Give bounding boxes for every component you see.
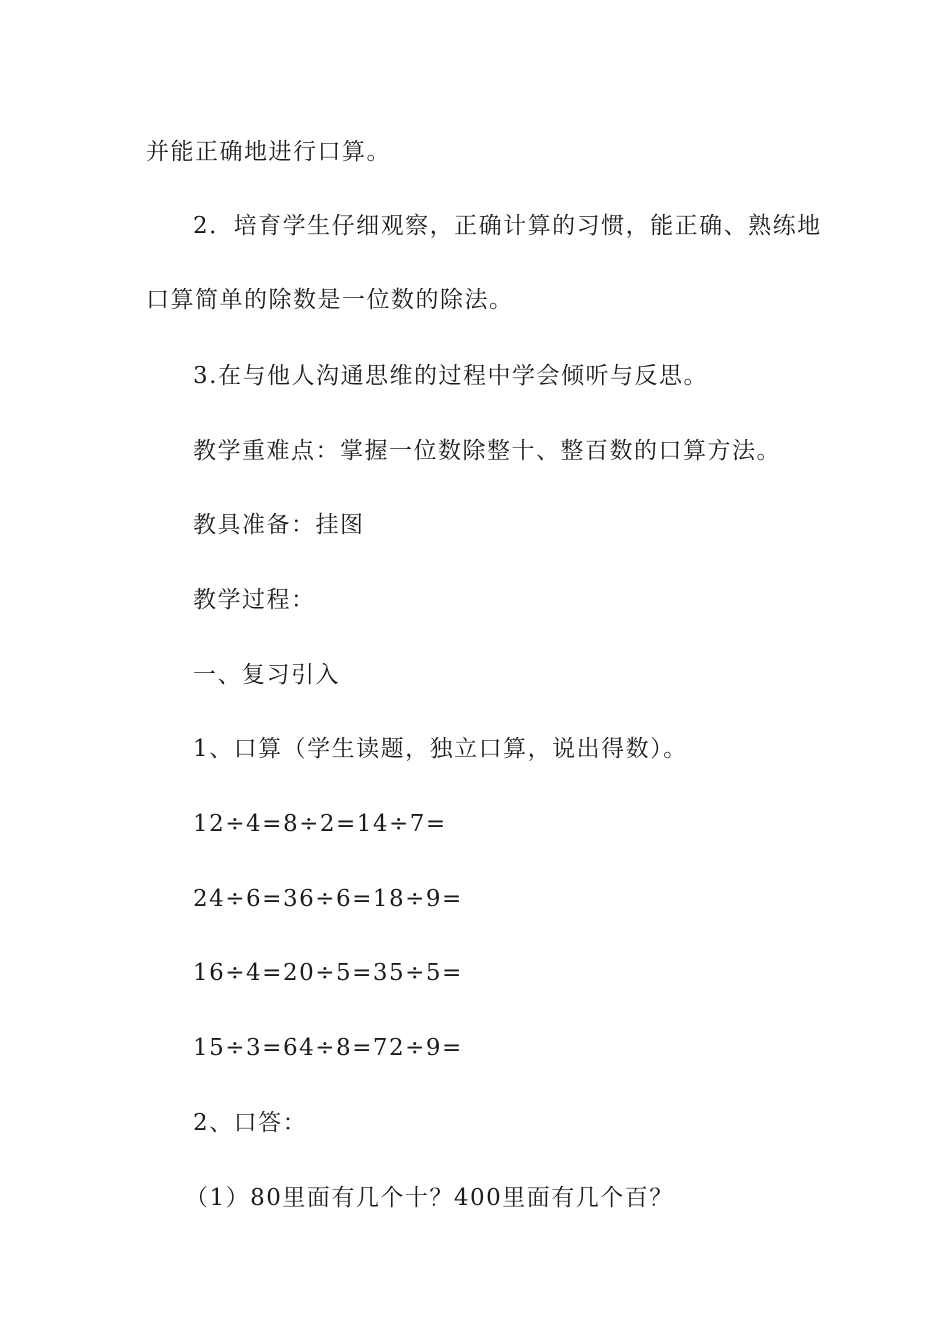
objective-2-line-2: 口算简单的除数是一位数的除法。	[146, 287, 514, 313]
teaching-key-points: 教学重难点：掌握一位数除整十、整百数的口算方法。	[193, 438, 781, 464]
objective-3: 3.在与他人沟通思维的过程中学会倾听与反思。	[193, 363, 708, 389]
objective-2-line-1: 2．培育学生仔细观察，正确计算的习惯，能正确、熟练地	[193, 213, 822, 239]
section-review-intro: 一、复习引入	[193, 662, 340, 688]
teaching-aids: 教具准备：挂图	[193, 512, 365, 538]
calc-row-1: 12÷4=8÷2=14÷7=	[193, 811, 447, 837]
calc-row-4: 15÷3=64÷8=72÷9=	[193, 1035, 463, 1061]
calc-row-3: 16÷4=20÷5=35÷5=	[193, 960, 463, 986]
calc-row-2: 24÷6=36÷6=18÷9=	[193, 886, 463, 912]
oral-calc-instruction: 1、口算（学生读题，独立口算，说出得数）。	[193, 736, 688, 762]
oral-answer-question-1: （1）80里面有几个十？400里面有几个百？	[185, 1185, 674, 1211]
teaching-process-heading: 教学过程：	[193, 587, 316, 613]
paragraph-continuation: 并能正确地进行口算。	[146, 139, 391, 165]
oral-answer-heading: 2、口答：	[193, 1110, 308, 1136]
